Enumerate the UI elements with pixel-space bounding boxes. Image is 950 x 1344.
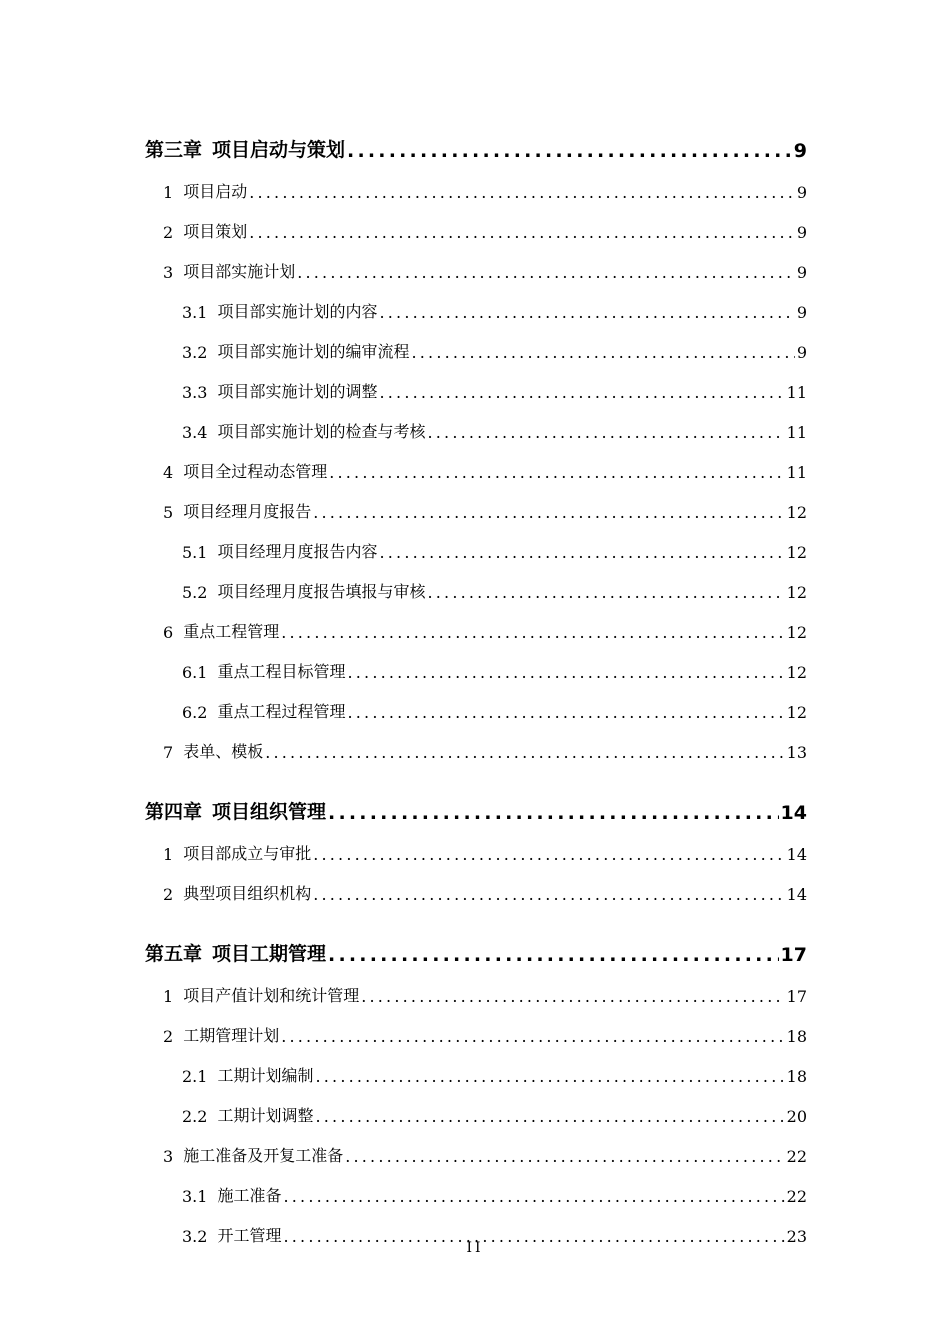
toc-entry-number: 3 (163, 1147, 174, 1166)
toc-entry-number: 6 (163, 623, 174, 642)
toc-entry-page: 12 (786, 583, 807, 602)
toc-entry-number: 3.2 (182, 1227, 208, 1246)
toc-dot-leader (313, 885, 784, 904)
toc-entry-title: 项目经理月度报告内容 (217, 542, 378, 561)
toc-entry-number: 3.2 (182, 343, 208, 362)
toc-entry-page: 14 (780, 802, 807, 824)
toc-entry-number: 3.1 (182, 1187, 208, 1206)
toc-entry-page: 12 (786, 543, 807, 562)
toc-entry-page: 9 (796, 303, 807, 322)
toc-entry-page: 12 (786, 503, 807, 522)
toc-section-entry[interactable] (145, 1126, 807, 1166)
toc-dot-leader (313, 845, 784, 864)
toc-entry-number: 5.2 (182, 583, 208, 602)
toc-entry-page: 18 (786, 1067, 807, 1086)
toc-section-entry[interactable] (145, 522, 807, 562)
toc-entry-title: 项目启动 (183, 182, 248, 201)
toc-entry-page: 13 (786, 743, 807, 762)
toc-entry-page: 12 (786, 663, 807, 682)
toc-section-entry[interactable] (145, 322, 807, 362)
toc-entry-number: 3.3 (182, 383, 208, 402)
toc-section-entry[interactable] (145, 824, 807, 864)
toc-section-entry[interactable] (145, 162, 807, 202)
toc-section-entry[interactable] (145, 642, 807, 682)
toc-entry-page: 14 (786, 885, 807, 904)
toc-dot-leader (329, 463, 784, 482)
toc-dot-leader (328, 802, 779, 824)
toc-entry-number: 6.2 (182, 703, 208, 722)
toc-entry-number: 2 (163, 885, 174, 904)
toc-section-entry[interactable] (145, 402, 807, 442)
toc-entry-number: 第四章 (145, 801, 203, 823)
toc-section-entry[interactable] (145, 682, 807, 722)
toc-entry-page: 12 (786, 703, 807, 722)
toc-dot-leader (347, 663, 784, 682)
toc-entry-number: 2 (163, 1027, 174, 1046)
toc-entry-number: 2 (163, 223, 174, 242)
toc-section-entry[interactable] (145, 482, 807, 522)
toc-section-entry[interactable] (145, 362, 807, 402)
toc-section-entry[interactable] (145, 1166, 807, 1206)
toc-entry-number: 第五章 (145, 943, 203, 965)
toc-entry-number: 5 (163, 503, 174, 522)
toc-entry-page: 9 (796, 343, 807, 362)
toc-entry-number: 2.2 (182, 1107, 208, 1126)
toc-section-entry[interactable] (145, 1046, 807, 1086)
toc-entry-page: 17 (780, 944, 807, 966)
toc-section-entry[interactable] (145, 202, 807, 242)
toc-entry-page: 9 (793, 140, 807, 162)
toc-entry-title: 工期计划调整 (217, 1106, 314, 1125)
toc-chapter-entry[interactable] (145, 124, 807, 162)
toc-entry-page: 14 (786, 845, 807, 864)
toc-entry-number: 1 (163, 987, 174, 1006)
toc-entry-title: 项目部实施计划的内容 (217, 302, 378, 321)
toc-entry-page: 18 (786, 1027, 807, 1046)
toc-entry-page: 9 (796, 223, 807, 242)
toc-dot-leader (249, 223, 795, 242)
toc-chapter-entry[interactable] (145, 928, 807, 966)
toc-entry-number: 3.4 (182, 423, 208, 442)
toc-entry-title: 项目组织管理 (212, 801, 327, 823)
toc-entry-title: 项目部实施计划 (183, 262, 296, 281)
toc-entry-page: 17 (786, 987, 807, 1006)
toc-entry-number: 3 (163, 263, 174, 282)
toc-dot-leader (281, 1027, 784, 1046)
toc-entry-title: 项目产值计划和统计管理 (183, 986, 360, 1005)
toc-dot-leader (427, 583, 784, 602)
toc-entry-page: 22 (786, 1147, 807, 1166)
toc-entry-title: 典型项目组织机构 (183, 884, 312, 903)
toc-entry-page: 22 (786, 1187, 807, 1206)
toc-entry-title: 重点工程过程管理 (217, 702, 346, 721)
toc-dot-leader (315, 1107, 784, 1126)
toc-entry-page: 23 (786, 1227, 807, 1246)
toc-entry-page: 11 (786, 423, 807, 442)
toc-dot-leader (297, 263, 795, 282)
toc-entry-title: 项目工期管理 (212, 943, 327, 965)
toc-entry-title: 项目启动与策划 (212, 139, 346, 161)
toc-section-entry[interactable] (145, 1006, 807, 1046)
toc-entry-number: 6.1 (182, 663, 208, 682)
toc-entry-number: 第三章 (145, 139, 203, 161)
toc-entry-title: 项目部实施计划的编审流程 (217, 342, 410, 361)
toc-entry-number: 1 (163, 183, 174, 202)
toc-entry-title: 重点工程目标管理 (217, 662, 346, 681)
toc-entry-title: 项目部实施计划的调整 (217, 382, 378, 401)
toc-section-entry[interactable] (145, 442, 807, 482)
toc-entry-title: 项目经理月度报告填报与审核 (217, 582, 426, 601)
toc-section-entry[interactable] (145, 282, 807, 322)
toc-dot-leader (249, 183, 795, 202)
toc-dot-leader (328, 944, 779, 966)
toc-dot-leader (347, 703, 784, 722)
toc-entry-title: 项目全过程动态管理 (183, 462, 328, 481)
table-of-contents (145, 124, 807, 1246)
toc-dot-leader (379, 383, 784, 402)
toc-dot-leader (265, 743, 784, 762)
toc-dot-leader (347, 140, 792, 162)
toc-entry-title: 工期计划编制 (217, 1066, 314, 1085)
toc-section-entry[interactable] (145, 562, 807, 602)
toc-dot-leader (361, 987, 784, 1006)
toc-entry-title: 项目部实施计划的检查与考核 (217, 422, 426, 441)
toc-section-entry[interactable] (145, 966, 807, 1006)
toc-entry-title: 表单、模板 (183, 742, 264, 761)
toc-dot-leader (379, 303, 794, 322)
toc-dot-leader (345, 1147, 784, 1166)
toc-dot-leader (411, 343, 794, 362)
toc-entry-title: 工期管理计划 (183, 1026, 280, 1045)
page-number: II (466, 1240, 484, 1256)
toc-chapter-entry[interactable] (145, 786, 807, 824)
toc-section-entry[interactable] (145, 242, 807, 282)
toc-entry-title: 重点工程管理 (183, 622, 280, 641)
toc-entry-number: 5.1 (182, 543, 208, 562)
toc-entry-page: 20 (786, 1107, 807, 1126)
toc-entry-page: 11 (786, 463, 807, 482)
toc-entry-number: 4 (163, 463, 174, 482)
toc-entry-number: 2.1 (182, 1067, 208, 1086)
toc-entry-title: 施工准备 (217, 1186, 282, 1205)
toc-dot-leader (283, 1187, 784, 1206)
toc-section-entry[interactable] (145, 864, 807, 904)
toc-dot-leader (281, 623, 784, 642)
toc-entry-title: 开工管理 (217, 1226, 282, 1245)
toc-section-entry[interactable] (145, 602, 807, 642)
toc-entry-page: 9 (796, 263, 807, 282)
toc-entry-title: 项目经理月度报告 (183, 502, 312, 521)
toc-dot-leader (315, 1067, 784, 1086)
toc-entry-page: 11 (786, 383, 807, 402)
toc-entry-number: 1 (163, 845, 174, 864)
toc-entry-title: 项目策划 (183, 222, 248, 241)
toc-section-entry[interactable] (145, 1086, 807, 1126)
toc-section-entry[interactable] (145, 722, 807, 762)
toc-entry-page: 12 (786, 623, 807, 642)
toc-entry-page: 9 (796, 183, 807, 202)
toc-entry-number: 7 (163, 743, 174, 762)
toc-dot-leader (379, 543, 784, 562)
toc-entry-title: 项目部成立与审批 (183, 844, 312, 863)
toc-dot-leader (313, 503, 784, 522)
toc-entry-number: 3.1 (182, 303, 208, 322)
toc-entry-title: 施工准备及开复工准备 (183, 1146, 344, 1165)
toc-dot-leader (427, 423, 784, 442)
